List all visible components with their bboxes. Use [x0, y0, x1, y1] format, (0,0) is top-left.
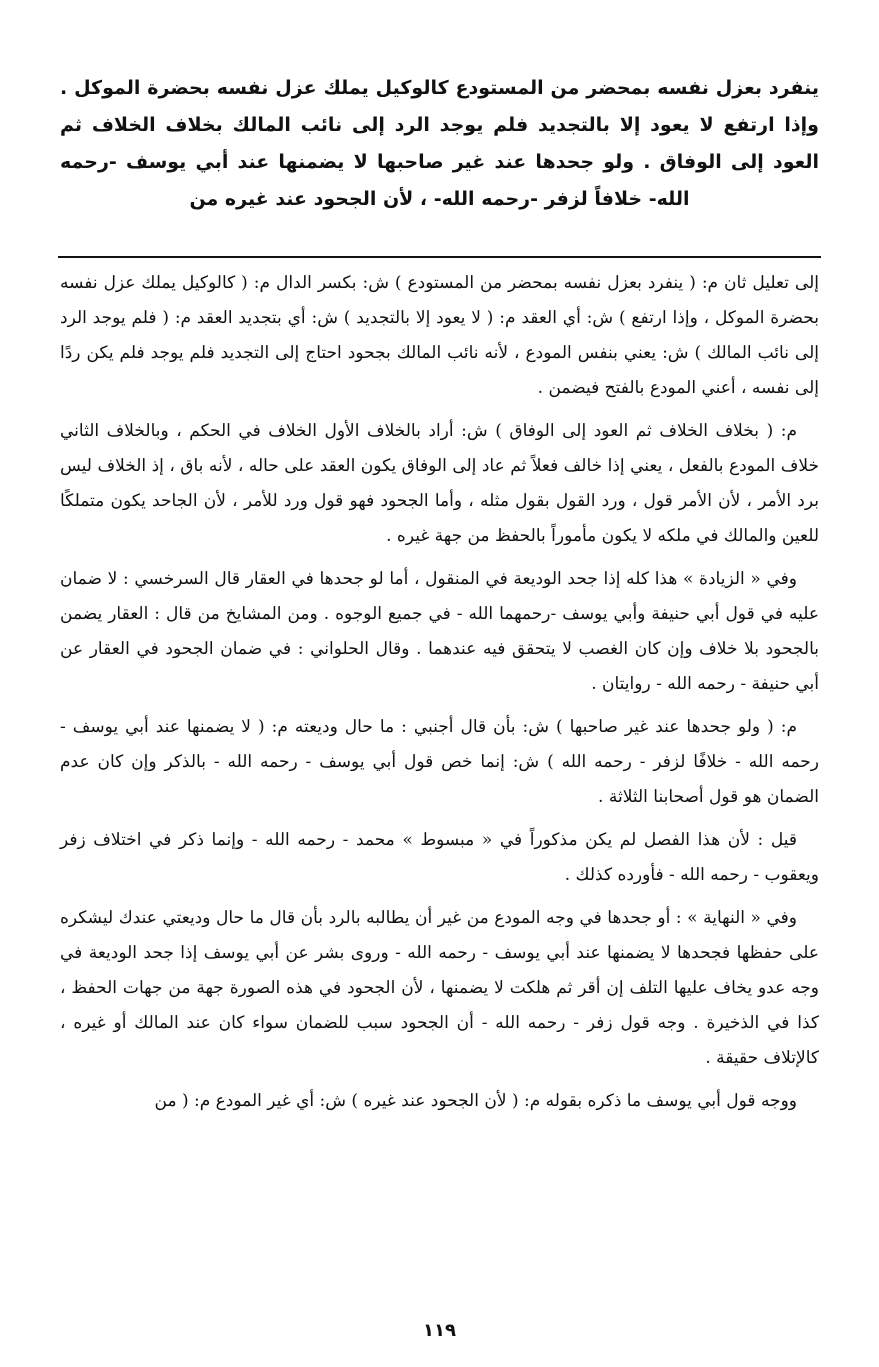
commentary-paragraph: م: ( ولو جحدها عند غير صاحبها ) ش: بأن قال أجنبي : ما حال وديعته م: ( لا يضمنها عند أبي يوسف - رحمه الله - خلافًا لزفر - رحمه الله ) ش: إنما خص قول أبي يوسف - رحمه الله - بالذكر وإن كان عدم الضمان هو قول أصحابنا الثلاثة .: [60, 717, 819, 807]
commentary: [58, 266, 821, 1119]
commentary-paragraph: قيل : لأن هذا الفصل لم يكن مذكوراً في « مبسوط » محمد - رحمه الله - وإنما ذكر في اختلاف زفر ويعقوب - رحمه الله - فأورده كذلك .: [60, 830, 819, 885]
commentary-paragraph: ووجه قول أبي يوسف ما ذكره بقوله م: ( لأن الجحود عند غيره ) ش: أي غير المودع م: ( من: [154, 1091, 797, 1111]
commentary-paragraph: م: ( بخلاف الخلاف ثم العود إلى الوفاق ) ش: أراد بالخلاف الأول الخلاف في الحكم ، وبالخلاف الثاني خلاف المودع بالفعل ، يعني إذا خالف فعلاً ثم عاد إلى الوفاق يكون العقد على حاله ، لأنه باق ، إذ الخلاف ليس برد الأمر ، لأن الأمر قول ، ورد القول بقول مثله ، وأما الجحود فهو قول ورد للأمر ، لأن الجاحد يكون متملكًا للعين والمالك في ملكه لا يكون مأموراً بالحفظ من جهة غيره .: [60, 421, 819, 546]
main-text: ينفرد بعزل نفسه بمحضر من المستودع كالوكيل يملك عزل نفسه بحضرة الموكل . وإذا ارتفع لا يعود إلا بالتجديد فلم يوجد الرد إلى نائب المالك بخلاف الخلاف ثم العود إلى الوفاق . ولو جحدها عند غير صاحبها لا يضمنها عند أبي يوسف -رحمه الله- خلافاً لزفر -رحمه الله- ، لأن الجحود عند غيره من: [60, 77, 819, 210]
commentary-paragraph: وفي « الزيادة » هذا كله إذا جحد الوديعة في المنقول ، أما لو جحدها في العقار قال السرخسي : لا ضمان عليه في قول أبي حنيفة وأبي يوسف -رحمهما الله - في جميع الوجوه . ومن المشايخ من قال : العقار يضمن بالجحود بلا خلاف وإن كان الغصب لا يتحقق فيه عندهما . وقال الحلواني : في ضمان الجحود في العقار عن أبي حنيفة - رحمه الله - روايتان .: [60, 569, 819, 694]
commentary-paragraph: وفي « النهاية » : أو جحدها في وجه المودع من غير أن يطالبه بالرد بأن قال ما حال وديعتي عندك ليشكره على حفظها فجحدها لا يضمنها عند أبي يوسف - رحمه الله - وروى بشر عن أبي يوسف إذا جحد الوديعة في وجه عدو يخاف عليها التلف إن أقر ثم هلكت لا يضمنها ، لأن الجحود في هذه الصورة جهة من جهات الحفظ ، كذا في الذخيرة . وجه قول زفر - رحمه الله - أن الجحود سبب للضمان سواء كان عند المالك أو غيره ، كالإتلاف حقيقة .: [60, 908, 819, 1068]
separator-line: [58, 256, 821, 258]
page-number: ١١٩: [423, 1320, 456, 1341]
book-page: [58, 70, 821, 1367]
commentary-paragraph: إلى تعليل ثان م: ( ينفرد بعزل نفسه بمحضر من المستودع ) ش: بكسر الدال م: ( كالوكيل يملك عزل نفسه بحضرة الموكل ، وإذا ارتفع ) ش: أي العقد م: ( لا يعود إلا بالتجديد ) ش: أي بتجديد العقد م: ( فلم يوجد الرد إلى نائب المالك ) ش: يعني بنفس المودع ، لأنه نائب المالك بجحود احتاج إلى التجديد فلم يوجد فلم يكن ردًا إلى نفسه ، أعني المودع بالفتح فيضمن .: [60, 273, 819, 398]
